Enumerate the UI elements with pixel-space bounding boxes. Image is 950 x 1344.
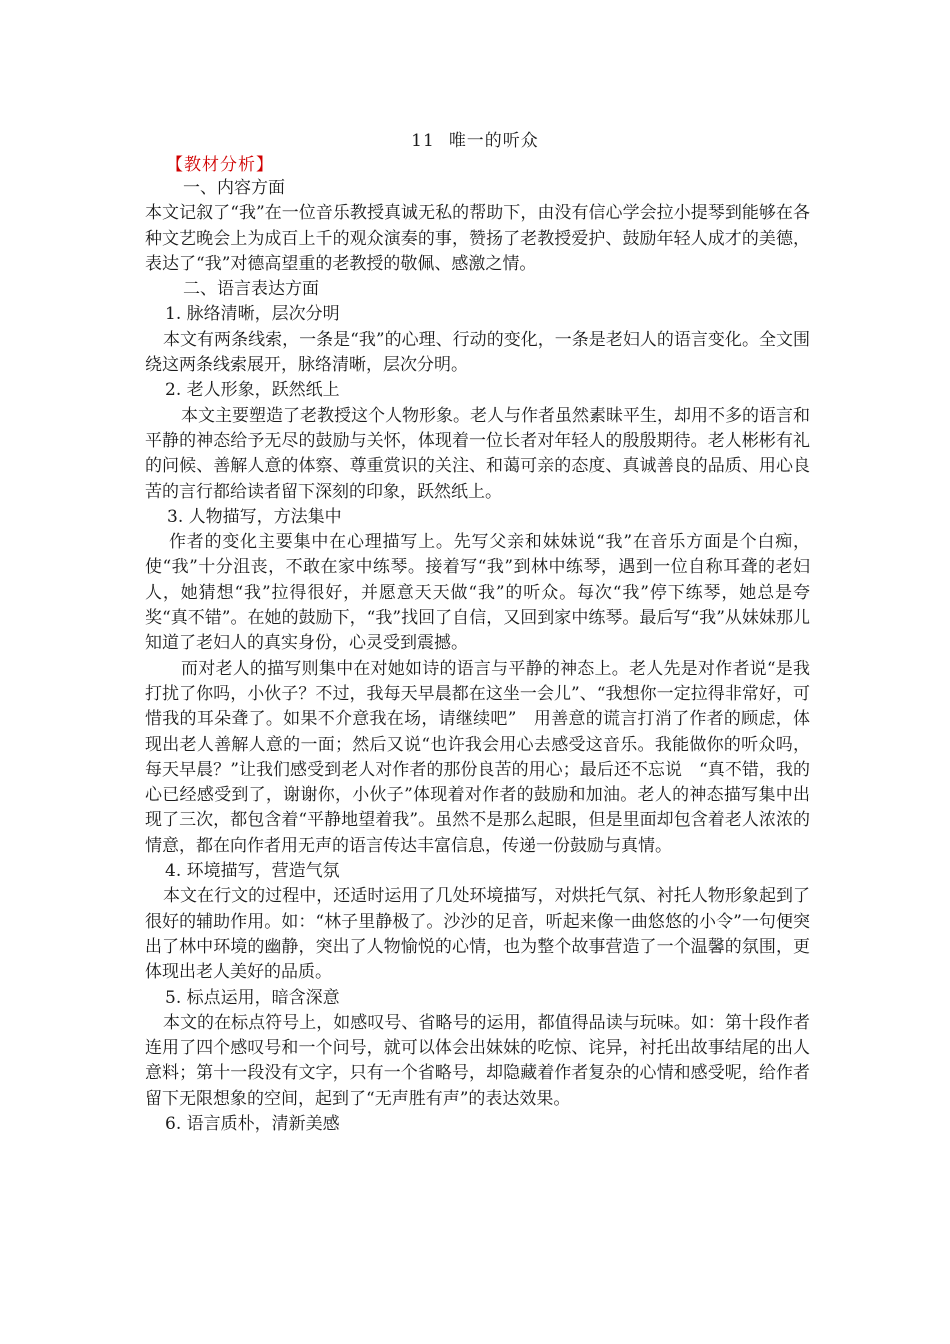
section-heading: 二、语言表达方面	[183, 279, 319, 300]
section-heading: 6. 语言质朴，清新美感	[165, 1113, 340, 1134]
paragraph: 本文主要塑造了老教授这个人物形象。老人与作者虽然素昧平生，却用不多的语言和平静的神态给予无尽的鼓励与关怀，体现着一位长者对年轻人的殷殷期待。老人彬彬有礼的问候、善解人意的体察、尊重赏识的关注、和蔼可亲的态度、真诚善良的品质、用心良苦的言行都给读者留下深刻的印象，跃然纸上。	[145, 405, 810, 502]
section-heading: 一、内容方面	[183, 178, 285, 198]
paragraph: 本文的在标点符号上，如感叹号、省略号的运用，都值得品读与玩味。如：第十段作者连用了四个感叹号和一个问号，就可以体会出妹妹的吃惊、诧异，衬托出故事结尾的出人意料；第十一段没有文字，只有一个省略号，却隐藏着作者复杂的心情和感受呢，给作者留下无限想象的空间，起到了“无声胜有声”的表达效果。	[145, 1012, 810, 1109]
section-heading: 4. 环境描写，营造气氛	[165, 861, 340, 882]
paragraph: 作者的变化主要集中在心理描写上。先写父亲和妹妹说“我”在音乐方面是个白痴，使“我”十分沮丧，不敢在家中练琴。接着写“我”到林中练琴，遇到一位自称耳聋的老妇人，她猜想“我”拉得很好，并愿意天天做“我”的听众。每次“我”停下练琴，她总是夸奖“真不错”。在她的鼓励下，“我”找回了自信，又回到家中练琴。最后写“我”从妹妹那儿知道了老妇人的真实身份，心灵受到震撼。	[145, 532, 810, 654]
document-body	[145, 176, 810, 1137]
section-tag: 【教材分析】	[166, 155, 274, 175]
section-heading: 3. 人物描写，方法集中	[167, 506, 342, 527]
lesson-number: 11	[411, 131, 435, 151]
paragraph: 本文记叙了“我”在一位音乐教授真诚无私的帮助下，由没有信心学会拉小提琴到能够在各种文艺晚会上为成百上千的观众演奏的事，赞扬了老教授爱护、鼓励年轻人成才的美德，表达了“我”对德高望重的老教授的敬佩、感激之情。	[145, 203, 810, 274]
paragraph: 本文在行文的过程中，还适时运用了几处环境描写，对烘托气氛、衬托人物形象起到了很好的辅助作用。如：“林子里静极了。沙沙的足音，听起来像一曲悠悠的小令”一句便突出了林中环境的幽静，突出了人物愉悦的心情，也为整个故事营造了一个温馨的氛围，更体现出老人美好的品质。	[145, 886, 810, 983]
page-title	[0, 126, 950, 151]
paragraph: 本文有两条线索，一条是“我”的心理、行动的变化，一条是老妇人的语言变化。全文围绕这两条线索展开，脉络清晰，层次分明。	[145, 329, 810, 376]
section-heading: 1. 脉络清晰，层次分明	[165, 304, 340, 325]
lesson-title: 唯一的听众	[448, 131, 539, 151]
section-heading: 2. 老人形象，跃然纸上	[165, 380, 340, 401]
section-heading: 5. 标点运用，暗含深意	[165, 987, 340, 1008]
paragraph: 而对老人的描写则集中在对她如诗的语言与平静的神态上。老人先是对作者说“是我打扰了你吗，小伙子？不过，我每天早晨都在这坐一会儿”、“我想你一定拉得非常好，可惜我的耳朵聋了。如果不介意我在场，请继续吧” 用善意的谎言打消了作者的顾虑，体现出老人善解人意的一面；然后又说“也许我会用心去感受这音乐。我能做你的听众吗，每天早晨？”让我们感受到老人对作者的那份良苦的用心；最后还不忘说 “真不错，我的心已经感受到了，谢谢你，小伙子”体现着对作者的鼓励和加油。老人的神态描写集中出现了三次，都包含着“平静地望着我”。虽然不是那么起眼，但是里面却包含着老人浓浓的情意，都在向作者用无声的语言传达丰富信息，传递一份鼓励与真情。	[145, 658, 810, 856]
